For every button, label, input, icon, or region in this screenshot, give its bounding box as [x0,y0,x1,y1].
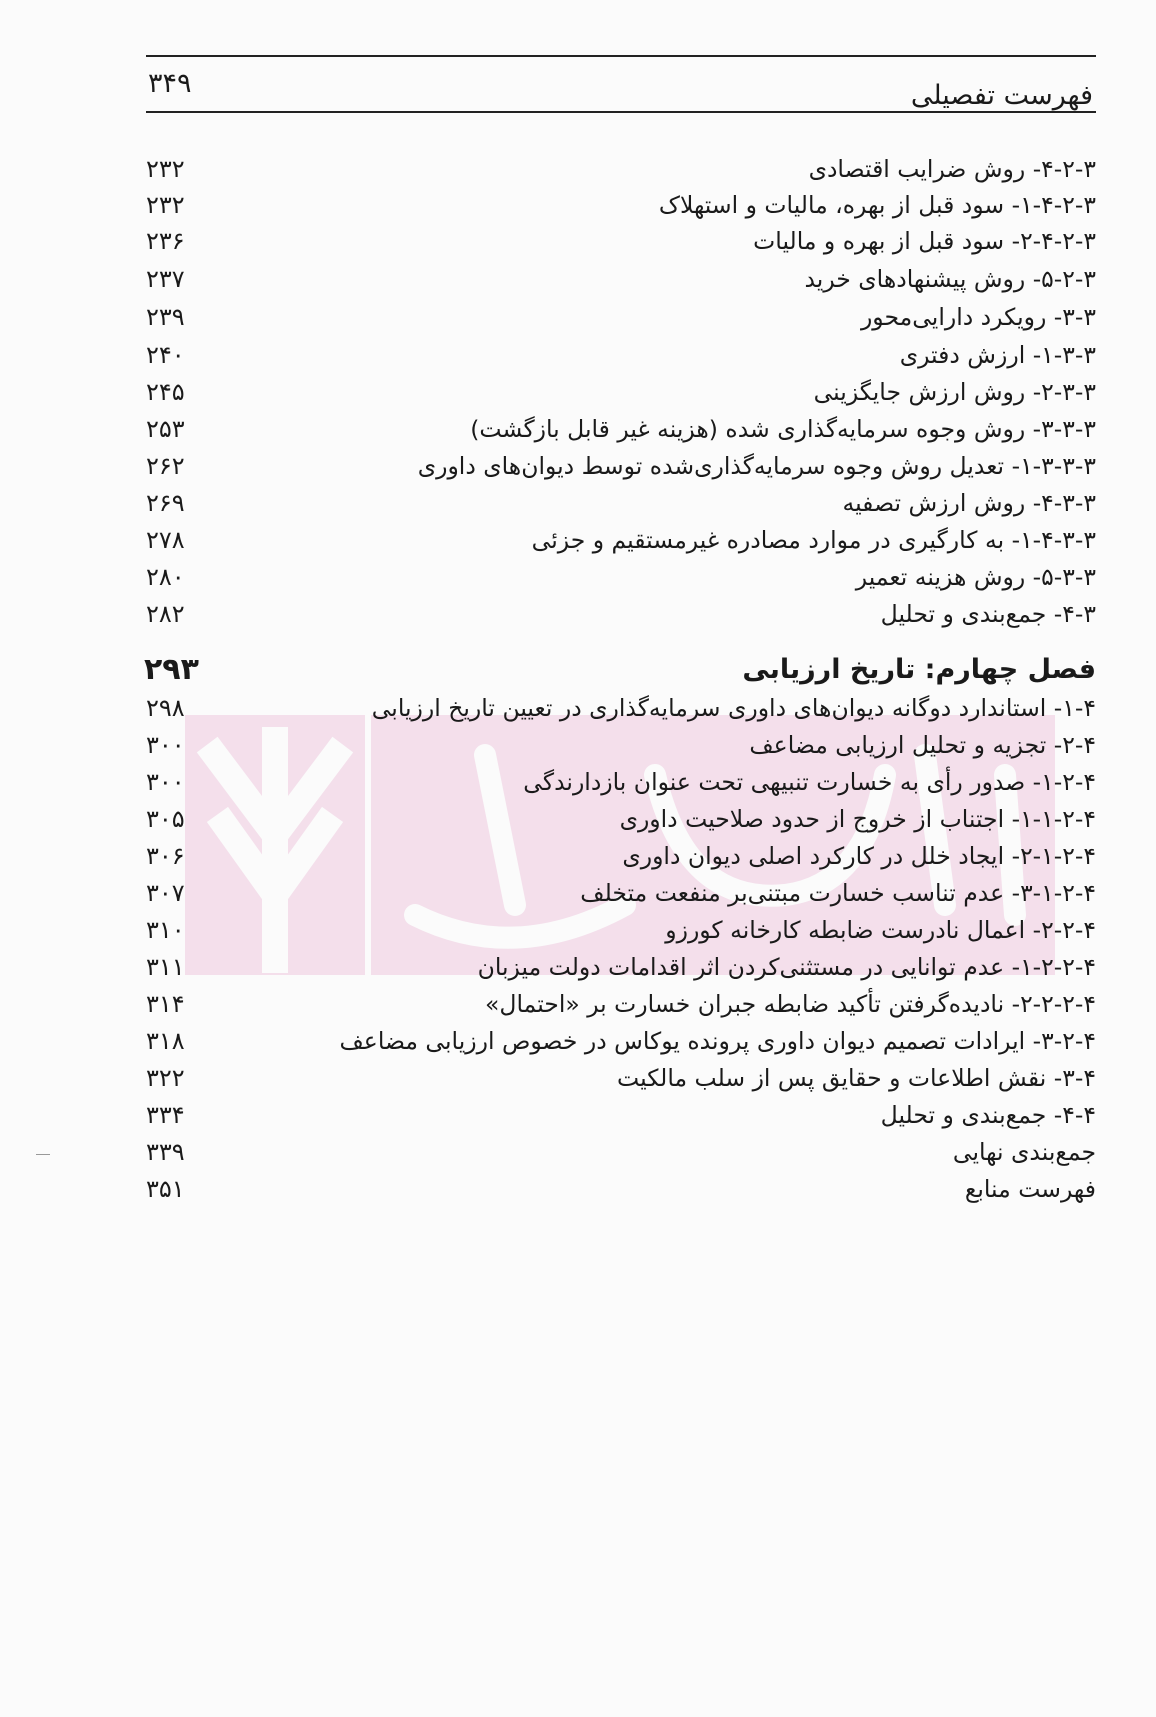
toc-entry-title: ۴-۴- جمع‌بندی و تحلیل [880,1101,1096,1129]
toc-entry-title: ۱-۱-۲-۴- اجتناب از خروج از حدود صلاحیت داوری [619,805,1096,833]
toc-entry-title: ۲-۲-۲-۴- نادیده‌گرفتن تأکید ضابطه جبران خسارت بر «احتمال» [485,990,1096,1018]
toc-entry[interactable] [120,910,1096,950]
toc-entry-title: فهرست منابع [964,1175,1096,1203]
toc-entry-page: ۲۴۰ [146,341,185,369]
toc-entry-title: ۱-۴-۲-۳- سود قبل از بهره، مالیات و استهلاک [658,191,1096,219]
toc-entry-page: ۲۳۹ [146,303,185,331]
toc-entry-page: ۳۳۹ [146,1138,185,1166]
toc-entry[interactable] [120,1132,1096,1172]
toc-entry[interactable] [120,799,1096,839]
header-bottom-rule [146,111,1096,113]
toc-entry[interactable] [120,557,1096,597]
chapter-heading[interactable] [120,650,1096,690]
toc-entry[interactable] [120,1021,1096,1061]
toc-entry[interactable] [120,221,1096,261]
toc-entry-title: ۱-۳-۳-۳- تعدیل روش وجوه سرمایه‌گذاری‌شده توسط دیوان‌های داوری [417,452,1096,480]
toc-entry[interactable] [120,762,1096,802]
toc-entry-page: ۳۱۱ [146,953,185,981]
toc-entry[interactable] [120,1169,1096,1209]
toc-entry-page: ۲۳۷ [146,265,185,293]
toc-entry-page: ۲۷۸ [146,526,185,554]
toc-entry-title: ۱-۲-۴- صدور رأی به خسارت تنبیهی تحت عنوان بازدارندگی [523,768,1096,796]
toc-entry-page: ۳۰۰ [146,731,185,759]
toc-entry-page: ۲۹۸ [146,694,185,722]
toc-entry[interactable] [120,520,1096,560]
toc-entry-title: ۴-۲-۳- روش ضرایب اقتصادی [808,155,1096,183]
toc-entry[interactable] [120,185,1096,225]
toc-entry-title: ۳-۲-۴- ایرادات تصمیم دیوان داوری پرونده یوکاس در خصوص ارزیابی مضاعف [339,1027,1096,1055]
toc-entry-page: ۲۳۲ [146,191,185,219]
toc-entry-page: ۲۶۹ [146,489,185,517]
toc-entry-title: ۱-۴- استاندارد دوگانه دیوان‌های داوری سرمایه‌گذاری در تعیین تاریخ ارزیابی [371,694,1096,722]
toc-entry-page: ۳۳۴ [146,1101,185,1129]
toc-entry-page: ۳۰۵ [146,805,185,833]
toc-entry-page: ۳۱۴ [146,990,185,1018]
chapter-title: فصل چهارم: تاریخ ارزیابی [742,654,1096,685]
toc-entry-title: ۵-۳-۳- روش هزینه تعمیر [855,563,1096,591]
toc-entry-page: ۳۰۶ [146,842,185,870]
toc-entry[interactable] [120,446,1096,486]
toc-entry[interactable] [120,483,1096,523]
toc-entry[interactable] [120,297,1096,337]
toc-entry-page: ۲۵۳ [146,415,185,443]
toc-entry-page: ۳۱۸ [146,1027,185,1055]
toc-entry-page: ۳۱۰ [146,916,185,944]
toc-entry-title: ۴-۳- جمع‌بندی و تحلیل [880,600,1096,628]
scan-edge-mark [36,1154,50,1155]
toc-entry[interactable] [120,409,1096,449]
toc-entry[interactable] [120,1058,1096,1098]
toc-entry-title: ۱-۴-۳-۳- به کارگیری در موارد مصادره غیرمستقیم و جزئی [531,526,1096,554]
toc-entry[interactable] [120,984,1096,1024]
header-page-number: ۳۴۹ [148,68,192,99]
toc-entry-title: ۳-۱-۲-۴- عدم تناسب خسارت مبتنی‌بر منفعت متخلف [580,879,1096,907]
header-title: فهرست تفصیلی [910,80,1093,111]
toc-entry-title: ۵-۲-۳- روش پیشنهادهای خرید [804,265,1096,293]
toc-entry[interactable] [120,688,1096,728]
toc-entry[interactable] [120,259,1096,299]
toc-entry[interactable] [120,725,1096,765]
toc-entry-title: ۳-۳- رویکرد دارایی‌محور [860,303,1096,331]
toc-entry-page: ۳۵۱ [146,1175,185,1203]
toc-entry-title: ۳-۴- نقش اطلاعات و حقایق پس از سلب مالکیت [617,1064,1096,1092]
toc-entry-title: ۱-۲-۲-۴- عدم توانایی در مستثنی‌کردن اثر اقدامات دولت میزبان [477,953,1096,981]
toc-entry-title: ۲-۲-۴- اعمال نادرست ضابطه کارخانه کورزو [665,916,1096,944]
toc-entry-page: ۲۳۶ [146,227,185,255]
toc-entry[interactable] [120,335,1096,375]
toc-entry-page: ۳۲۲ [146,1064,185,1092]
toc-entry-page: ۲۶۲ [146,452,185,480]
toc-entry-title: ۳-۳-۳- روش وجوه سرمایه‌گذاری شده (هزینه غیر قابل بازگشت) [470,415,1096,443]
toc-entry[interactable] [120,947,1096,987]
toc-entry[interactable] [120,149,1096,189]
toc-entry-page: ۲۸۲ [146,600,185,628]
toc-entry-title: جمع‌بندی نهایی [952,1138,1096,1166]
toc-entry-page: ۳۰۰ [146,768,185,796]
header-top-rule [146,55,1096,57]
toc-entry-title: ۴-۳-۳- روش ارزش تصفیه [842,489,1096,517]
toc-entry[interactable] [120,372,1096,412]
chapter-page: ۲۹۳ [144,652,199,687]
toc-entry-page: ۲۳۲ [146,155,185,183]
toc-entry[interactable] [120,594,1096,634]
toc-entry-title: ۲-۳-۳- روش ارزش جایگزینی [813,378,1096,406]
toc-entry-title: ۲-۴- تجزیه و تحلیل ارزیابی مضاعف [749,731,1096,759]
toc-entry-title: ۱-۳-۳- ارزش دفتری [899,341,1096,369]
toc-entry-page: ۲۸۰ [146,563,185,591]
toc-entry[interactable] [120,836,1096,876]
toc-entry-title: ۲-۱-۲-۴- ایجاد خلل در کارکرد اصلی دیوان داوری [622,842,1096,870]
toc-entry-page: ۲۴۵ [146,378,185,406]
toc-entry[interactable] [120,1095,1096,1135]
toc-entry[interactable] [120,873,1096,913]
toc-entry-page: ۳۰۷ [146,879,185,907]
toc-entry-title: ۲-۴-۲-۳- سود قبل از بهره و مالیات [753,227,1096,255]
